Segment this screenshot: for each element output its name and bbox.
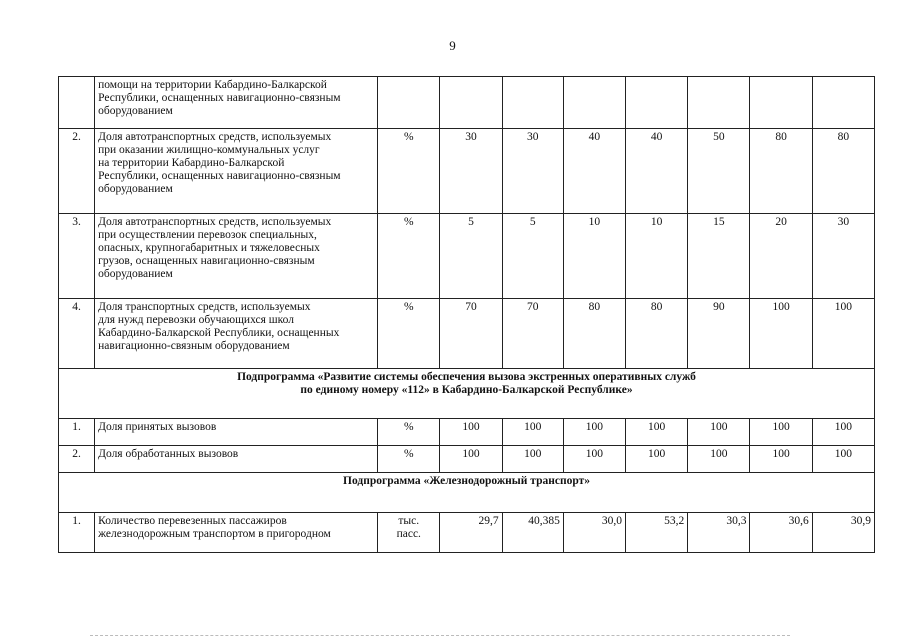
indicator-value-6: 20 xyxy=(750,214,812,299)
indicator-value-2: 40,385 xyxy=(502,513,563,553)
indicator-value-4: 10 xyxy=(626,214,688,299)
indicator-value-4: 40 xyxy=(626,129,688,214)
subprogram-heading-line: Подпрограмма «Железнодорожный транспорт» xyxy=(343,475,590,487)
indicator-name-line: при оказании жилищно-коммунальных услуг xyxy=(98,144,320,156)
page-number: 9 xyxy=(449,38,456,53)
unit-of-measure xyxy=(378,299,440,369)
subprogram-heading-line: Подпрограмма «Развитие системы обеспечения вызова экстренных оперативных служб xyxy=(237,371,696,383)
unit-line: % xyxy=(403,448,414,460)
indicator-value-1: 70 xyxy=(440,299,502,369)
unit-of-measure xyxy=(378,77,440,129)
indicator-value-1: 29,7 xyxy=(440,513,502,553)
indicator-value-3: 10 xyxy=(563,214,625,299)
table-row xyxy=(59,513,875,553)
indicator-name xyxy=(95,446,378,473)
indicator-value-2: 70 xyxy=(502,299,563,369)
indicator-value-5: 30,3 xyxy=(688,513,750,553)
indicator-name xyxy=(95,214,378,299)
unit-of-measure xyxy=(378,214,440,299)
indicator-name-line: помощи на территории Кабардино-Балкарской xyxy=(98,79,327,91)
indicator-value-4: 100 xyxy=(626,419,688,446)
indicator-name-line: Республики, оснащенных навигационно-связным xyxy=(98,92,341,104)
indicator-value-2 xyxy=(502,77,563,129)
row-number: 2. xyxy=(59,446,95,473)
unit-line: % xyxy=(403,131,414,143)
table-row xyxy=(59,77,875,129)
indicator-value-3: 40 xyxy=(563,129,625,214)
indicator-name xyxy=(95,299,378,369)
indicator-value-1: 5 xyxy=(440,214,502,299)
indicator-value-3: 80 xyxy=(563,299,625,369)
subprogram-heading-line: по единому номеру «112» в Кабардино-Балкарской Республике» xyxy=(300,384,633,396)
indicator-value-5: 100 xyxy=(688,446,750,473)
table-row xyxy=(59,446,875,473)
table-row xyxy=(59,419,875,446)
indicator-value-4: 100 xyxy=(626,446,688,473)
indicator-value-6: 80 xyxy=(750,129,812,214)
unit-of-measure xyxy=(378,513,440,553)
unit-of-measure xyxy=(378,446,440,473)
indicator-value-1: 100 xyxy=(440,446,502,473)
indicator-name-line: Доля автотранспортных средств, используемых xyxy=(98,216,332,228)
indicator-value-3 xyxy=(563,77,625,129)
indicator-name-line: Доля принятых вызовов xyxy=(98,421,217,433)
indicator-name-line: при осуществлении перевозок специальных, xyxy=(98,229,317,241)
indicator-name xyxy=(95,513,378,553)
indicator-value-2: 100 xyxy=(502,419,563,446)
indicator-value-5 xyxy=(688,77,750,129)
indicator-value-1: 30 xyxy=(440,129,502,214)
subprogram-heading xyxy=(59,473,875,513)
indicator-name xyxy=(95,129,378,214)
unit-line: пасс. xyxy=(396,528,421,540)
row-number xyxy=(59,77,95,129)
indicator-value-3: 100 xyxy=(563,419,625,446)
indicator-name xyxy=(95,77,378,129)
indicator-value-4: 53,2 xyxy=(626,513,688,553)
indicator-value-6: 30,6 xyxy=(750,513,812,553)
indicator-value-3: 100 xyxy=(563,446,625,473)
unit-line: % xyxy=(403,421,414,433)
indicator-value-5: 15 xyxy=(688,214,750,299)
subprogram-heading-row xyxy=(59,369,875,419)
unit-line: % xyxy=(403,216,414,228)
indicator-name-line: Республики, оснащенных навигационно-связным xyxy=(98,170,341,182)
indicator-value-2: 30 xyxy=(502,129,563,214)
indicator-name-line: на территории Кабардино-Балкарской xyxy=(98,157,285,169)
indicator-name-line: оборудованием xyxy=(98,105,173,117)
indicator-value-2: 100 xyxy=(502,446,563,473)
row-number: 4. xyxy=(59,299,95,369)
unit-of-measure xyxy=(378,129,440,214)
indicator-name-line: для нужд перевозки обучающихся школ xyxy=(98,314,294,326)
subprogram-heading-row xyxy=(59,473,875,513)
indicator-value-5: 90 xyxy=(688,299,750,369)
indicator-value-6: 100 xyxy=(750,299,812,369)
indicator-name-line: Количество перевезенных пассажиров xyxy=(98,515,287,527)
indicator-value-3: 30,0 xyxy=(563,513,625,553)
table-row xyxy=(59,129,875,214)
indicator-value-5: 100 xyxy=(688,419,750,446)
indicator-value-4 xyxy=(626,77,688,129)
indicator-value-1 xyxy=(440,77,502,129)
indicator-name-line: оборудованием xyxy=(98,183,173,195)
indicator-name xyxy=(95,419,378,446)
unit-line: тыс. xyxy=(398,515,420,527)
indicator-value-6 xyxy=(750,77,812,129)
indicator-name-line: оборудованием xyxy=(98,268,173,280)
indicators-table xyxy=(58,76,875,553)
indicator-name-line: Кабардино-Балкарской Республики, оснащенных xyxy=(98,327,340,339)
unit-of-measure xyxy=(378,419,440,446)
indicator-value-7: 30 xyxy=(812,214,874,299)
indicator-value-2: 5 xyxy=(502,214,563,299)
indicator-name-line: навигационно-связным оборудованием xyxy=(98,340,290,352)
indicator-name-line: грузов, оснащенных навигационно-связным xyxy=(98,255,315,267)
indicator-name-line: Доля транспортных средств, используемых xyxy=(98,301,311,313)
indicator-value-7: 100 xyxy=(812,299,874,369)
row-number: 2. xyxy=(59,129,95,214)
table-row xyxy=(59,214,875,299)
indicator-value-7: 80 xyxy=(812,129,874,214)
indicator-value-7: 100 xyxy=(812,419,874,446)
subprogram-heading xyxy=(59,369,875,419)
indicator-value-5: 50 xyxy=(688,129,750,214)
indicator-name-line: железнодорожным транспортом в пригородном xyxy=(98,528,331,540)
table-row xyxy=(59,299,875,369)
indicator-name-line: опасных, крупногабаритных и тяжеловесных xyxy=(98,242,320,254)
row-number: 1. xyxy=(59,513,95,553)
row-number: 1. xyxy=(59,419,95,446)
indicator-value-6: 100 xyxy=(750,446,812,473)
indicator-value-7 xyxy=(812,77,874,129)
indicator-name-line: Доля обработанных вызовов xyxy=(98,448,239,460)
indicator-name-line: Доля автотранспортных средств, используемых xyxy=(98,131,332,143)
row-number: 3. xyxy=(59,214,95,299)
indicator-value-1: 100 xyxy=(440,419,502,446)
page-bottom-edge xyxy=(90,635,790,638)
table-body xyxy=(59,77,875,553)
indicator-value-7: 30,9 xyxy=(812,513,874,553)
indicator-value-7: 100 xyxy=(812,446,874,473)
indicator-value-6: 100 xyxy=(750,419,812,446)
indicator-value-4: 80 xyxy=(626,299,688,369)
unit-line: % xyxy=(403,301,414,313)
